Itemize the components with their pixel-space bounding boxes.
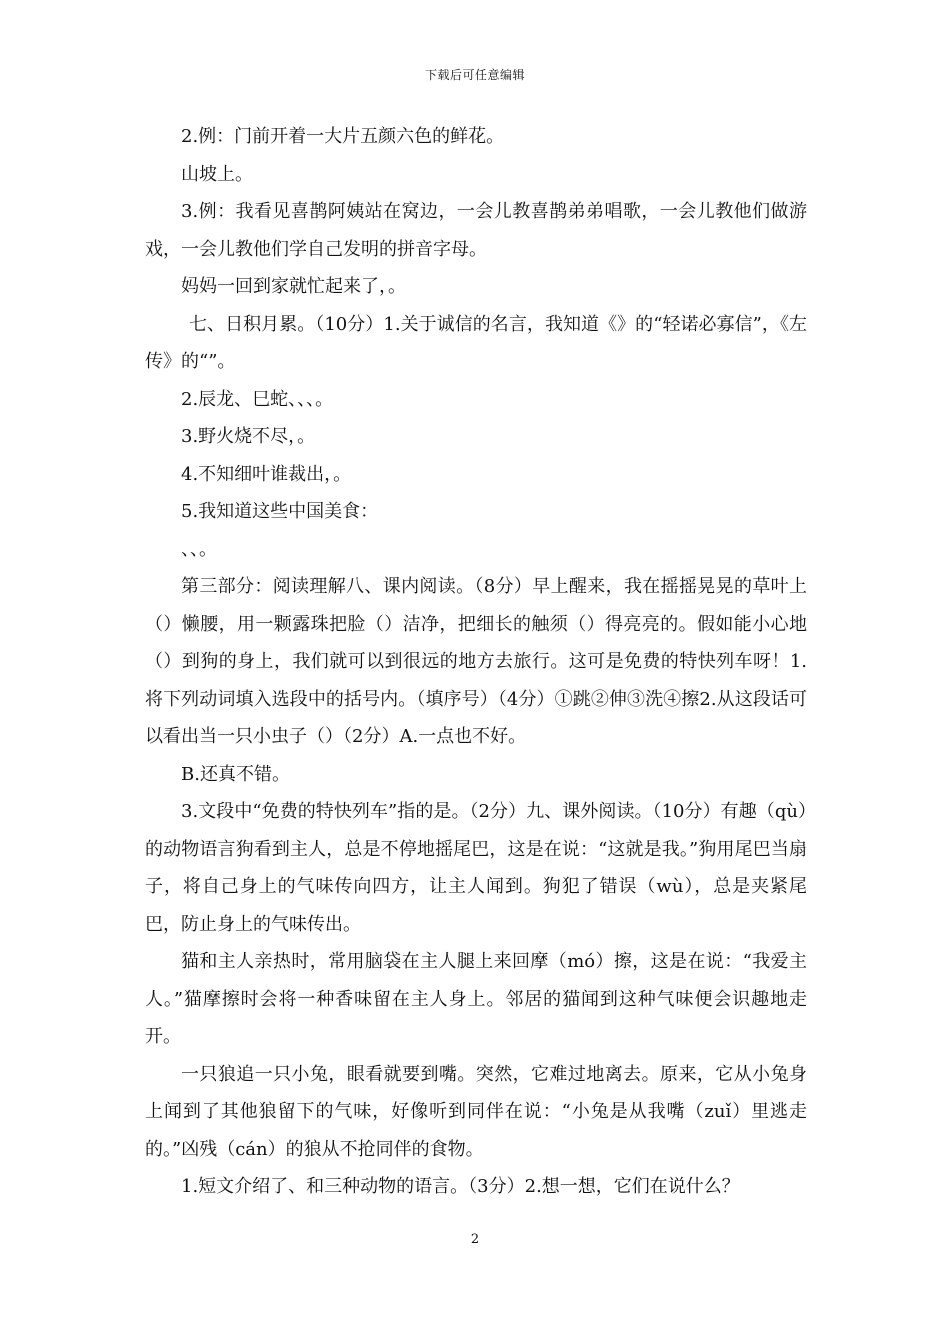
paragraph-wolf: 一只狼追一只小兔，眼看就要到嘴。突然，它难过地离去。原来，它从小兔身上闻到了其他狼留下的气味，好像听到同伴在说：“小兔是从我嘴（zuǐ）里逃走的。”凶残（cán）的狼从不抢同伴的食物。 bbox=[145, 1063, 807, 1160]
paragraph-questions: 1.短文介绍了、和三种动物的语言。（3分）2.想一想，它们在说什么？ bbox=[181, 1176, 740, 1197]
paragraph-example-3: 3.例：我看见喜鹊阿姨站在窝边，一会儿教喜鹊弟弟唱歌，一会儿教他们做游戏，一会儿教他们学自己发明的拼音字母。 bbox=[145, 201, 807, 260]
paragraph-section-seven: 七、日积月累。（10分）1.关于诚信的名言，我知道《》的“轻诺必寡信”，《左传》的“”。 bbox=[145, 313, 807, 372]
paragraph-hillside: 山坡上。 bbox=[181, 163, 253, 185]
paragraph-willow: 4.不知细叶谁裁出，。 bbox=[181, 463, 352, 485]
paragraph-mom-busy: 妈妈一回到家就忙起来了，。 bbox=[181, 276, 406, 297]
paragraph-wildfire: 3.野火烧不尽，。 bbox=[181, 426, 316, 447]
paragraph-zodiac: 2.辰龙、巳蛇、、、。 bbox=[181, 388, 334, 410]
paragraph-food-prompt: 5.我知道这些中国美食： bbox=[181, 501, 379, 522]
page-number: 2 bbox=[470, 1232, 480, 1247]
paragraph-section-nine: 3.文段中“免费的特快列车”指的是。（2分）九、课外阅读。（10分）有趣（qù）的动物语言狗看到主人，总是不停地摇尾巴，这是在说：“这就是我。”狗用尾巴当扇子，将自己身上的气味传向四方，让主人闻到。狗犯了错误（wù），总是夹紧尾巴，防止身上的气味传出。 bbox=[145, 801, 807, 935]
paragraph-option-b: B.还真不错。 bbox=[181, 763, 290, 785]
paragraph-cat: 猫和主人亲热时，常用脑袋在主人腿上来回摩（mó）擦，这是在说：“我爱主人。”猫摩擦时会将一种香味留在主人身上。邻居的猫闻到这种气味便会识趣地走开。 bbox=[145, 951, 807, 1047]
paragraph-example-2: 2.例：门前开着一大片五颜六色的鲜花。 bbox=[181, 126, 505, 147]
page-header: 下载后可任意编辑 bbox=[424, 68, 525, 82]
paragraph-part-three: 第三部分：阅读理解八、课内阅读。（8分）早上醒来，我在摇摇晃晃的草叶上（）懒腰，用一颗露珠把脸（）洁净，把细长的触须（）得亮亮的。假如能小心地（）到狗的身上，我们就可以到很远的地方去旅行。这可是免费的特快列车呀！1.将下列动词填入选段中的括号内。（填序号）（4分）①跳②伸③洗④擦2.从这段话可以看出当一只小虫子（）（2分）A.一点也不好。 bbox=[145, 576, 807, 747]
paragraph-food-blanks: 、、。 bbox=[181, 538, 217, 560]
document-body bbox=[145, 118, 807, 1206]
